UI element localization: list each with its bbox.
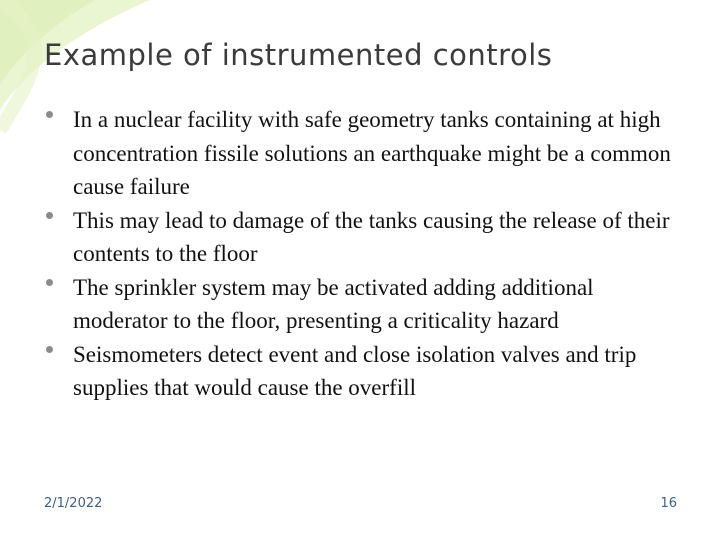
bullet-text: The sprinkler system may be activated adding additional moderator to the floor, presenting a criticality hazard bbox=[73, 274, 594, 333]
bullet-text: Seismometers detect event and close isolation valves and trip supplies that would cause the overfill bbox=[73, 341, 637, 400]
bullet-dot-icon bbox=[46, 279, 53, 286]
page-number: 16 bbox=[660, 496, 677, 511]
bullet-dot-icon bbox=[46, 111, 53, 118]
bullet-text: This may lead to damage of the tanks causing the release of their contents to the floor bbox=[73, 207, 670, 266]
bullet-item bbox=[20, 271, 680, 338]
bullet-dot-icon bbox=[46, 212, 53, 219]
bullet-list bbox=[20, 103, 680, 405]
bullet-text: In a nuclear facility with safe geometry tanks containing at high concentration fissile solutions an earthquake might be a common cause failure bbox=[73, 107, 671, 199]
footer-date: 2/1/2022 bbox=[44, 496, 103, 511]
bullet-item bbox=[20, 204, 680, 271]
bullet-item bbox=[20, 338, 680, 405]
slide-title: Example of instrumented controls bbox=[44, 38, 553, 72]
bullet-item bbox=[20, 103, 680, 204]
bullet-dot-icon bbox=[46, 346, 53, 353]
